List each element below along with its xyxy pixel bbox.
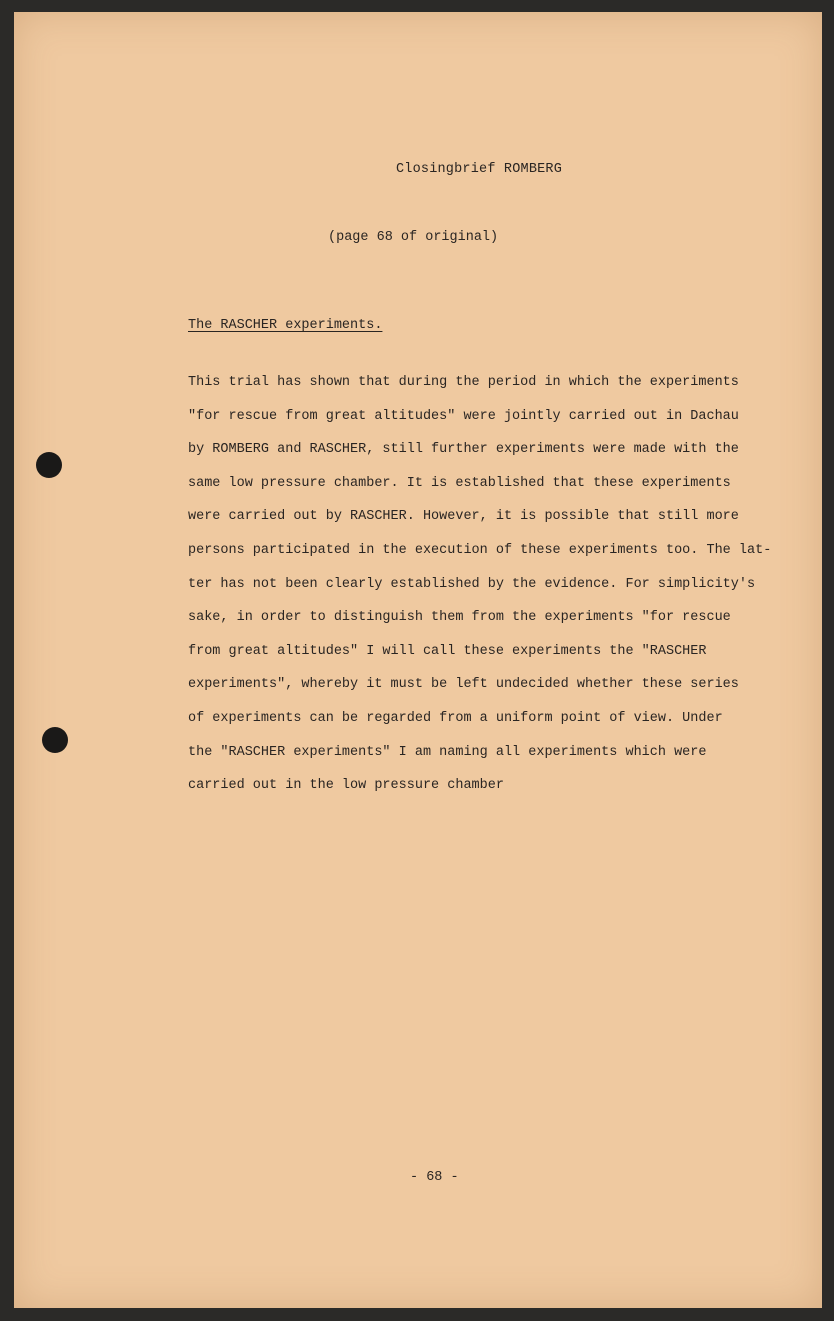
body-line: ter has not been clearly established by the evidence. For simplicity's	[188, 576, 756, 592]
body-line: experiments", whereby it must be left undecided whether these series	[188, 677, 739, 693]
body-line: persons participated in the execution of these experiments too. The lat-	[188, 542, 772, 558]
header-title: Closingbrief ROMBERG	[396, 162, 563, 177]
page-reference: (page 68 of original)	[328, 230, 499, 245]
body-line: were carried out by RASCHER. However, it is possible that still more	[188, 509, 739, 525]
body-line: "for rescue from great altitudes" were jointly carried out in Dachau	[188, 408, 739, 424]
body-line: carried out in the low pressure chamber	[188, 778, 504, 794]
body-line: from great altitudes" I will call these experiments the "RASCHER	[188, 643, 707, 659]
body-line: by ROMBERG and RASCHER, still further experiments were made with the	[188, 442, 739, 458]
punch-hole	[42, 727, 68, 753]
punch-hole	[36, 452, 62, 478]
body-line: This trial has shown that during the period in which the experiments	[188, 375, 739, 390]
page-number: - 68 -	[410, 1170, 459, 1185]
body-line: of experiments can be regarded from a uniform point of view. Under	[188, 710, 723, 726]
body-line: sake, in order to distinguish them from the experiments "for rescue	[188, 610, 731, 626]
body-text	[188, 366, 798, 803]
section-heading: The RASCHER experiments.	[188, 318, 383, 333]
body-line: the "RASCHER experiments" I am naming all experiments which were	[188, 744, 707, 760]
body-line: same low pressure chamber. It is established that these experiments	[188, 475, 731, 491]
document-page	[14, 12, 822, 1308]
